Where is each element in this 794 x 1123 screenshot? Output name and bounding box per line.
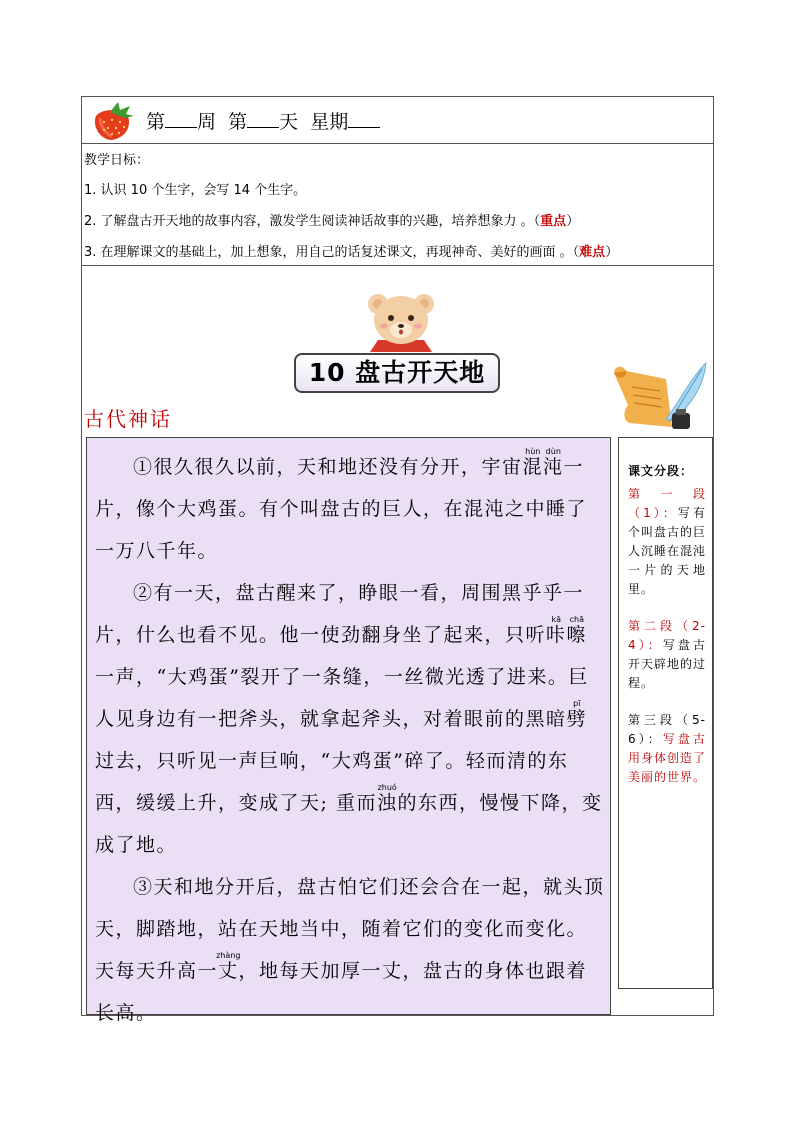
lesson-title: 10 盘古开天地 bbox=[294, 353, 500, 393]
teaching-objectives bbox=[82, 143, 713, 266]
story-paragraph-2: ②有一天，盘古醒来了，睁眼一看，周围黑乎乎一片，什么也看不见。他一使劲翻身坐了起来，只听咔kā嚓chā一声，“大鸡蛋”裂开了一条缝，一丝微光透了进来。巨人见身边有一把斧头，就拿起斧头，对着眼前的黑暗劈pī过去，只听见一声巨响，“大鸡蛋”碎了。轻而清的东西，缓缓上升，变成了天; 重而浊zhuó的东西，慢慢下降，变成了地。 bbox=[95, 582, 603, 856]
story-paragraph-3: ③天和地分开后，盘古怕它们还会合在一起，就头顶天，脚踏地，站在天地当中，随着它们的变化而变化。天每天升高一丈zhàng，地每天加厚一丈，盘古的身体也跟着长高。 bbox=[95, 876, 605, 1024]
objective-1: 1. 认识 10 个生字，会写 14 个生字。 bbox=[84, 183, 307, 198]
section-3: 第三段（5-6）：写盘古用身体创造了美丽的世界。 bbox=[628, 713, 707, 784]
objective-3: 3. 在理解课文的基础上，加上想象，用自己的话复述课文，再现神奇、美好的画面 。（难点） bbox=[84, 245, 619, 260]
weekday-blank bbox=[348, 113, 380, 128]
pinyin-dun: 沌dùn bbox=[543, 447, 564, 478]
scroll-quill-icon bbox=[610, 359, 710, 431]
pinyin-zhuo: 浊zhuó bbox=[376, 783, 398, 814]
week-prefix: 第 bbox=[146, 111, 166, 133]
date-line bbox=[146, 107, 380, 134]
pinyin-hun: 混hùn bbox=[522, 447, 544, 478]
key-point-label: 重点 bbox=[540, 214, 567, 229]
day-prefix: 第 bbox=[228, 111, 248, 133]
difficult-point-label: 难点 bbox=[579, 245, 606, 260]
week-blank bbox=[165, 113, 197, 128]
objectives-heading: 教学日标： bbox=[84, 153, 150, 168]
day-blank bbox=[247, 113, 279, 128]
section-breakdown-sidebar bbox=[618, 437, 713, 989]
pinyin-pi: 劈pī bbox=[566, 699, 588, 730]
pinyin-cha: 嚓chā bbox=[566, 615, 588, 646]
section-1: 第一段（1）：写有个叫盘古的巨人沉睡在混沌一片的天地里。 bbox=[628, 487, 707, 596]
pinyin-ka: 咔kā bbox=[546, 615, 567, 646]
day-label: 天 bbox=[279, 111, 299, 133]
worksheet-frame bbox=[81, 96, 714, 1024]
header-row bbox=[82, 97, 713, 144]
strawberry-icon bbox=[88, 100, 138, 142]
weekday-label: 星期 bbox=[310, 111, 349, 133]
bear-icon bbox=[362, 290, 440, 352]
objective-2: 2. 了解盘古开天地的故事内容，激发学生阅读神话故事的兴趣，培养想象力 。（重点） bbox=[84, 214, 580, 229]
story-paragraph-1: ①很久很久以前，天和地还没有分开，宇宙混hùn沌dùn一片，像个大鸡蛋。有个叫盘古的巨人，在混沌之中睡了一万八千年。 bbox=[95, 447, 588, 562]
pinyin-zhang: 丈zhàng bbox=[216, 951, 241, 982]
category-label: 古代神话 bbox=[84, 407, 172, 431]
week-label: 周 bbox=[197, 111, 217, 133]
section-2: 第二段（2-4）：写盘古开天辟地的过程。 bbox=[628, 619, 707, 690]
sidebar-heading: 课文分段： bbox=[628, 464, 694, 478]
story-text-box bbox=[86, 437, 611, 1024]
